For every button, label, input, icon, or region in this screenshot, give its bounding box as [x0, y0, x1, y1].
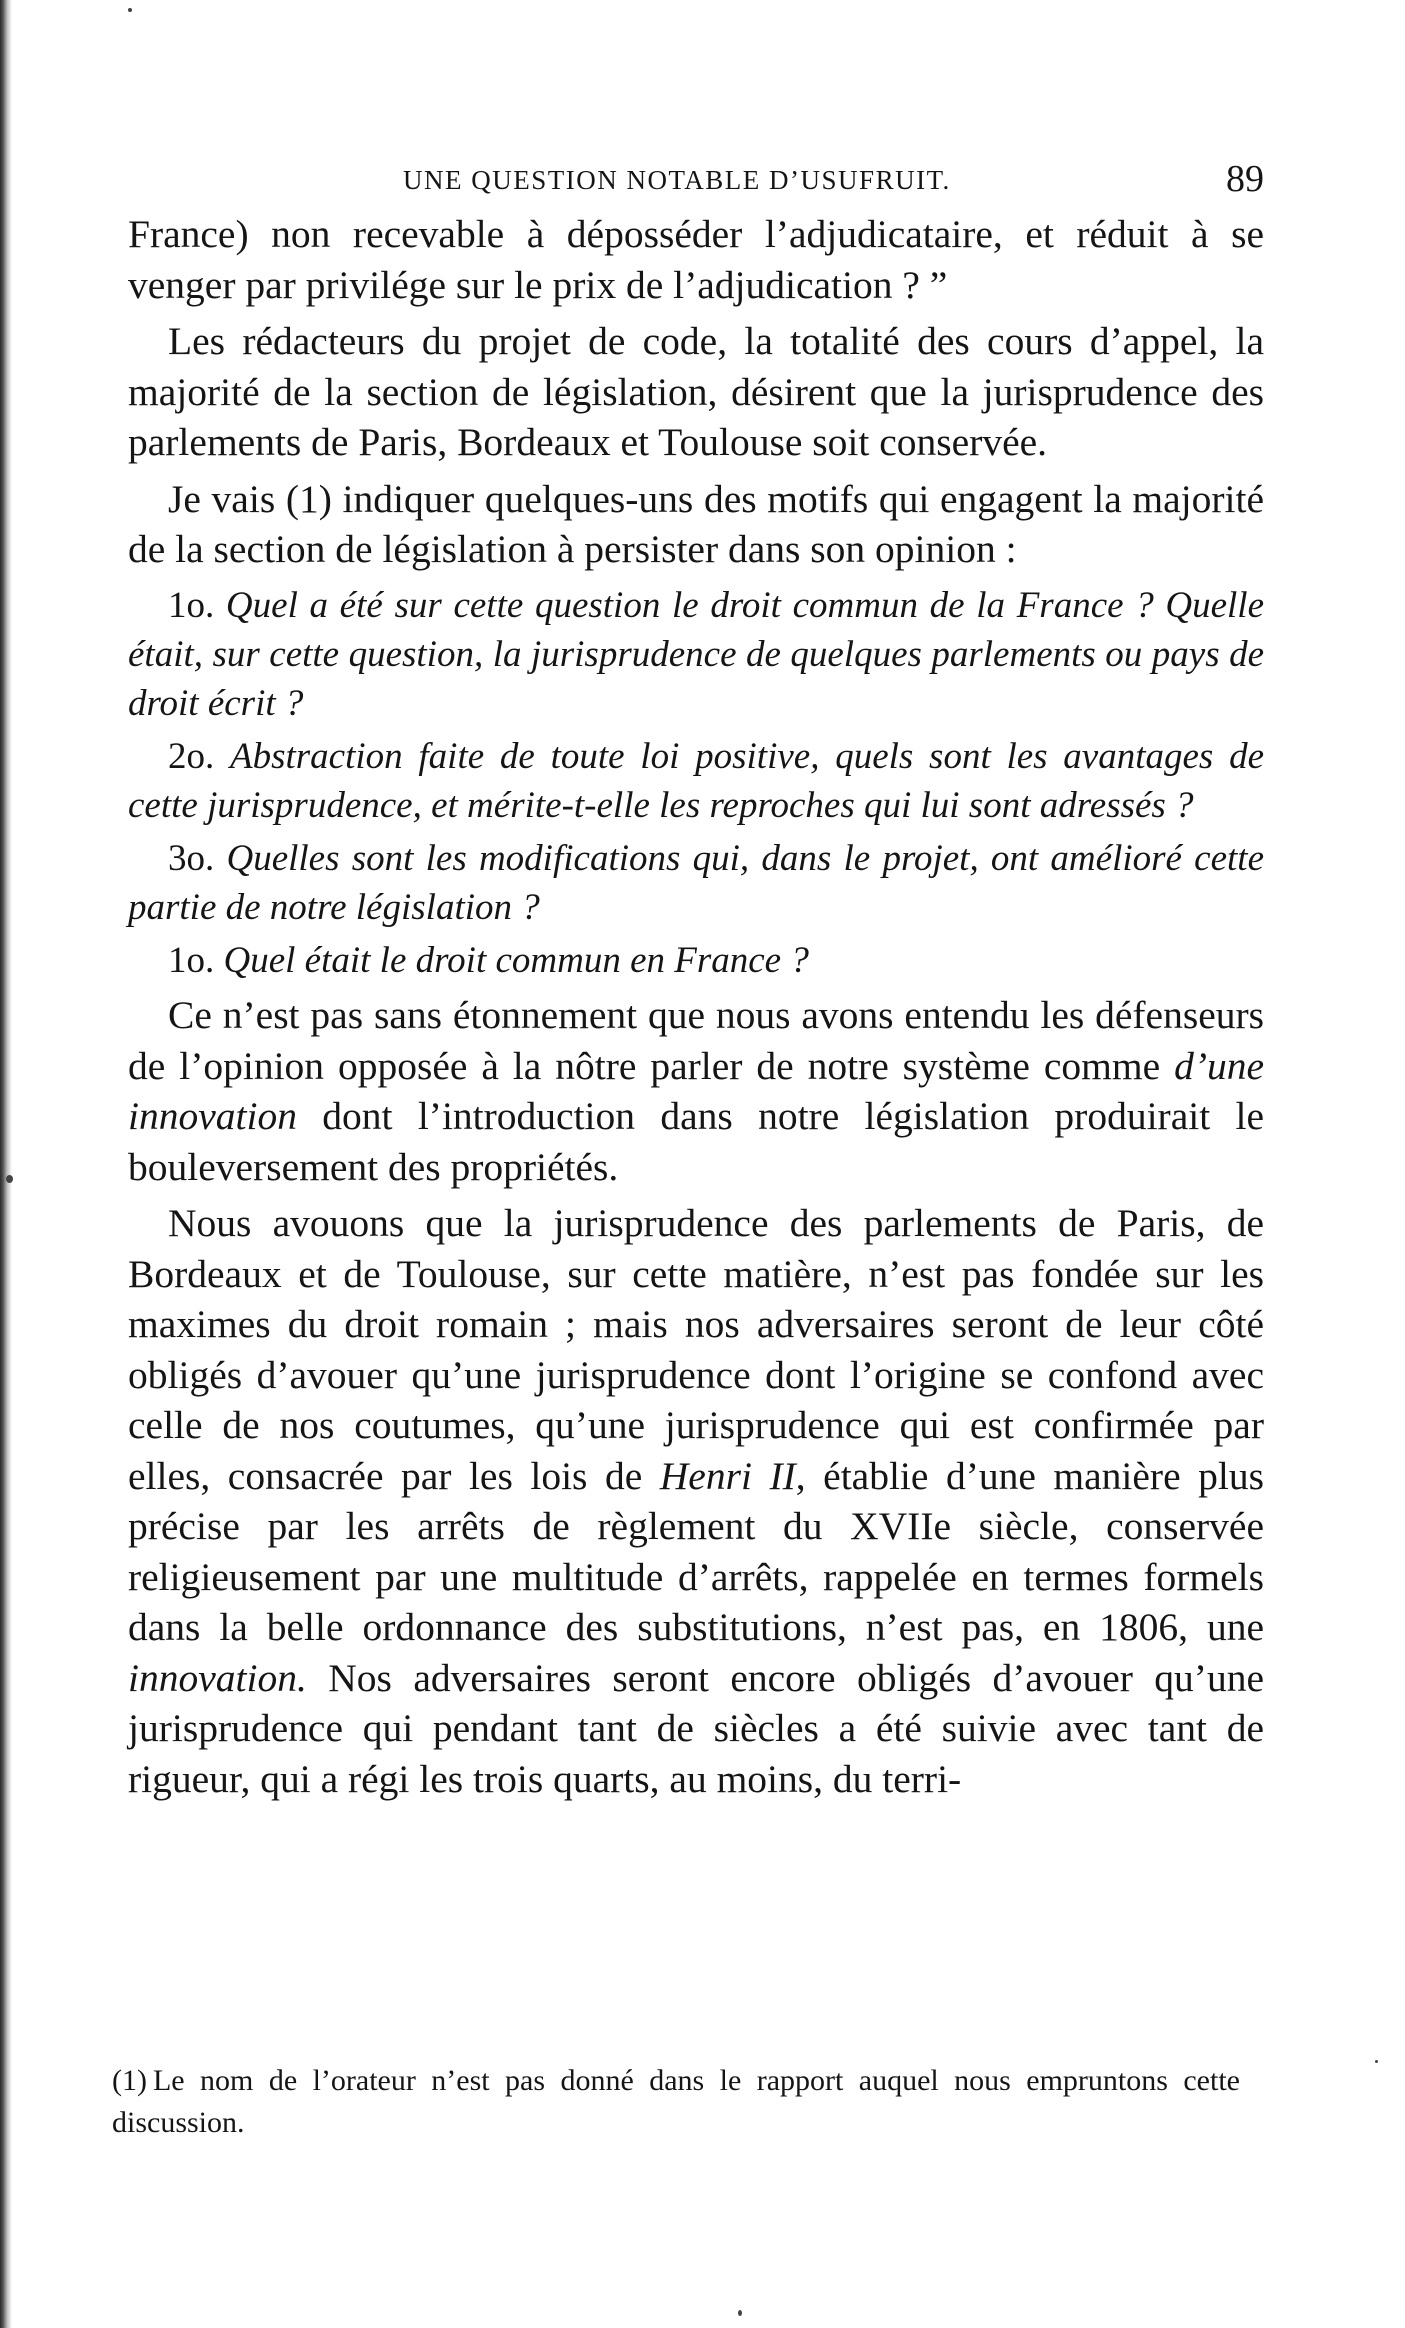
paper-speck	[738, 2310, 742, 2316]
question-item-1	[128, 581, 1264, 728]
question-item-3	[128, 834, 1264, 932]
paragraph-redacteurs: Les rédacteurs du projet de code, la totalité des cours d’appel, la majorité de la section de législation, désirent que la jurisprudence des parlements de Paris, Bordeaux et Toulouse soit conservée.	[128, 319, 1264, 464]
body-text	[128, 209, 1264, 1804]
emphasis-text: d’une innovation	[128, 1043, 1264, 1138]
paragraph-continued: France) non recevable à déposséder l’adjudicataire, et réduit à se venger par privilége sur le prix de l’adjudication ? ”	[128, 212, 1264, 307]
section-number: 1o.	[168, 939, 215, 981]
text-run: Nos adversaires seront encore obligés d’avouer qu’une jurisprudence qui pendant tant de siècles a été suivie avec tant de rigueur, qui a régi les trois quarts, au moins, du terri-	[128, 1655, 1264, 1801]
question-number: 2o.	[168, 735, 215, 777]
page-header	[128, 155, 1264, 209]
paper-speck	[6, 1175, 13, 1183]
page-number: 89	[1226, 158, 1264, 200]
section-heading	[128, 936, 1264, 987]
book-page	[128, 155, 1264, 1810]
running-title: UNE QUESTION NOTABLE D’USUFRUIT.	[403, 165, 951, 195]
question-item-2	[128, 732, 1264, 830]
text-run: Nous avouons que la jurisprudence des parlements de Paris, de Bordeaux et de Toulouse, sur cette matière, n’est pas fondée sur les maximes du droit romain ; mais nos adversaires seront de leur côté obligés d’avouer qu’une jurisprudence dont l’origine se confond avec celle de nos coutumes, qu’une jurisprudence qui est confirmée par elles, consacrée par les lois de	[128, 1201, 1264, 1498]
question-text: Quelles sont les modifications qui, dans le projet, ont amélioré cette partie de notre législation ?	[128, 837, 1265, 928]
emphasis-text: innovation.	[128, 1655, 307, 1700]
paragraph-motifs: Je vais (1) indiquer quelques-uns des motifs qui engagent la majorité de la section de législation à persister dans son opinion :	[128, 476, 1264, 571]
section-title: Quel était le droit commun en France ?	[223, 939, 809, 981]
text-run: Ce n’est pas sans étonnement que nous avons entendu les défenseurs de l’opinion opposée à la nôtre parler de notre système comme	[128, 993, 1264, 1088]
emphasis-text: Henri II	[659, 1453, 796, 1498]
question-text: Abstraction faite de toute loi positive, quels sont les avantages de cette jurisprudence, et mérite-t-elle les reproches qui lui sont adressés ?	[128, 735, 1265, 826]
paragraph-avouons	[128, 1198, 1264, 1804]
text-run: , établie d’une manière plus précise par les arrêts de règlement du XVIIe siècle, conservée religieusement par une multitude d’arrêts, rappelée en termes formels dans la belle ordonnance des substitutions, n’est pas, en 1806, une	[128, 1453, 1264, 1649]
question-number: 1o.	[168, 584, 215, 626]
paragraph-etonnement	[128, 990, 1264, 1192]
footnote	[112, 2060, 1240, 2144]
question-text: Quel a été sur cette question le droit commun de la France ? Quelle était, sur cette question, la jurisprudence de quelques parlements ou pays de droit écrit ?	[128, 584, 1265, 724]
text-run: dont l’introduction dans notre législation produirait le bouleversement des propriétés.	[128, 1094, 1264, 1189]
paper-speck	[1375, 2060, 1378, 2063]
paper-speck	[128, 8, 132, 12]
question-number: 3o.	[168, 837, 215, 879]
footnote-text: Le nom de l’orateur n’est pas donné dans le rapport auquel nous empruntons cette discussion.	[112, 2064, 1240, 2139]
footnote-mark: (1)	[112, 2064, 147, 2097]
page-binding-edge	[0, 0, 12, 2328]
